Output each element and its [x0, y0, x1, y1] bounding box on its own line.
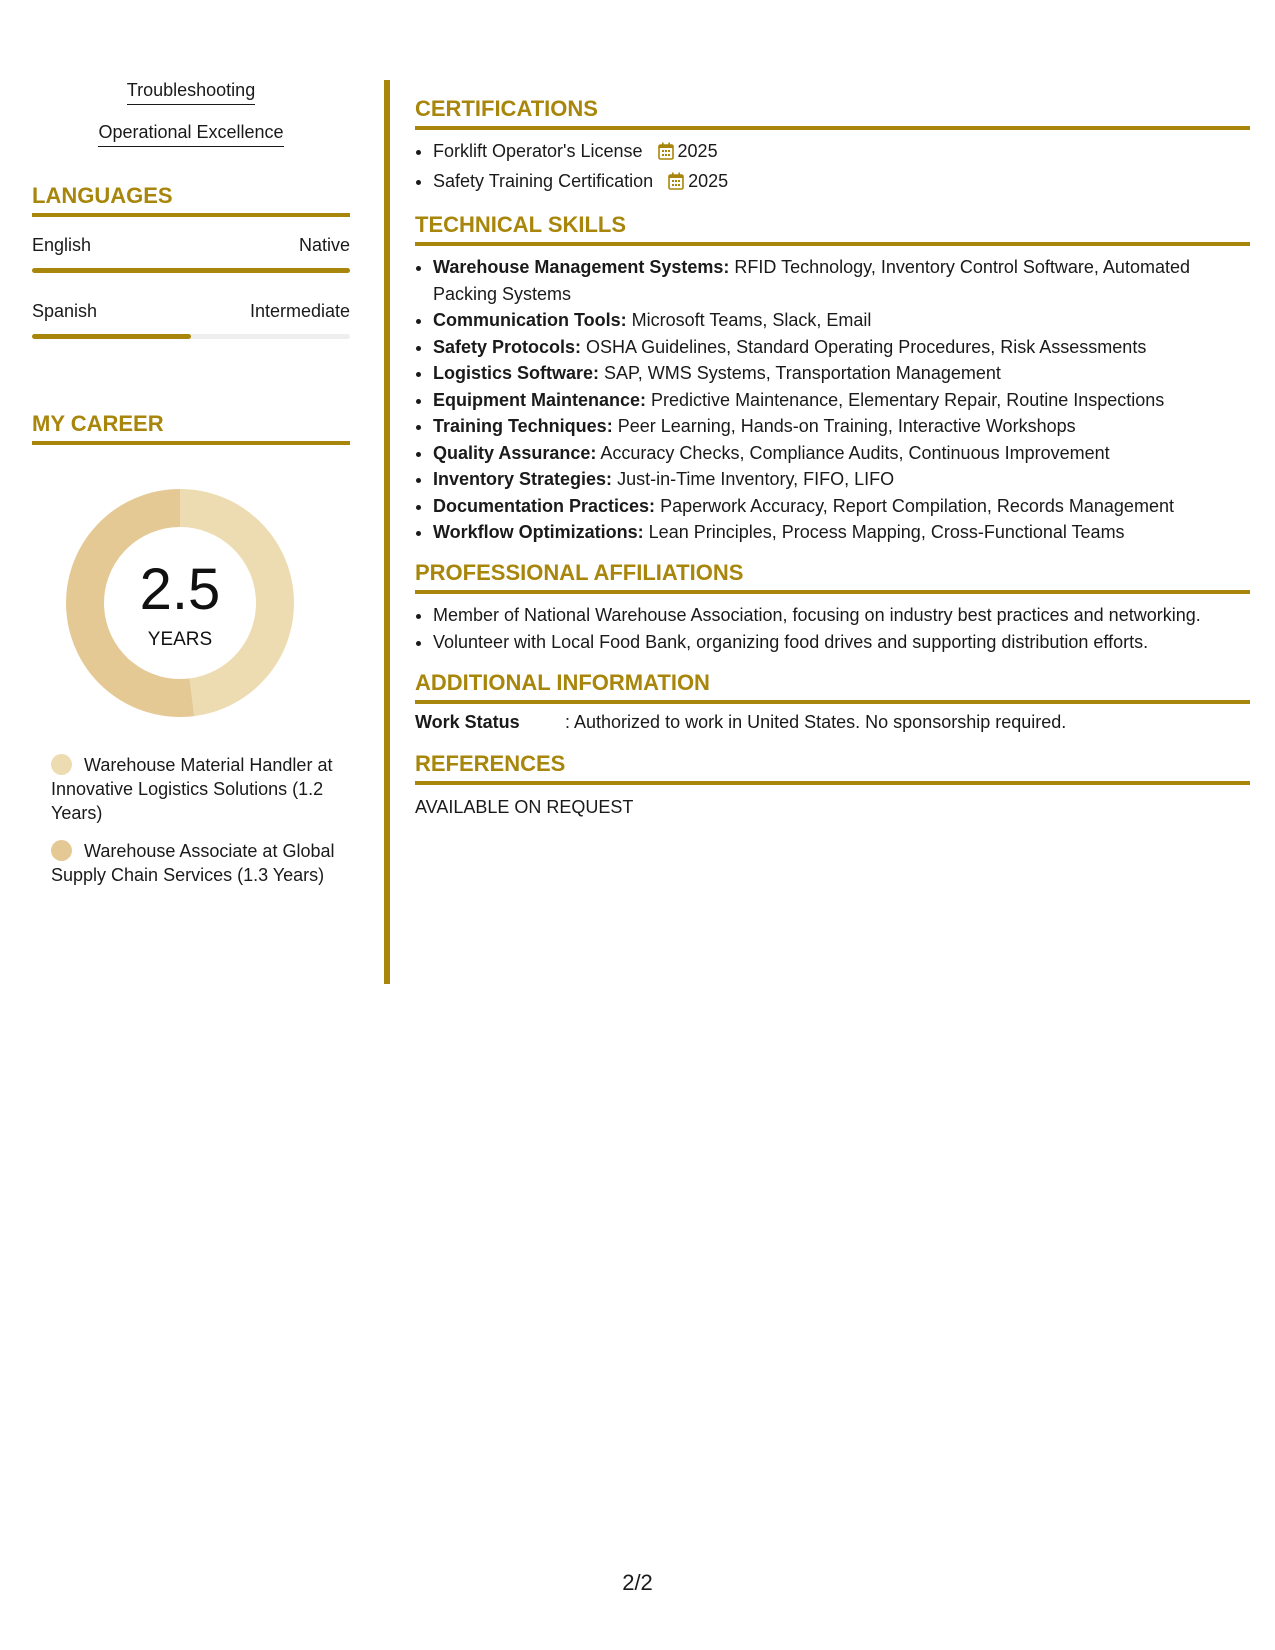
- technical-skill-details: Paperwork Accuracy, Report Compilation, Records Management: [655, 495, 1174, 516]
- affiliations-list: [415, 602, 1250, 656]
- legend-label: Warehouse Material Handler at Innovative Logistics Solutions (1.2 Years): [51, 755, 333, 823]
- technical-skill-item: [433, 466, 1250, 493]
- certification-name: Forklift Operator's License: [433, 141, 643, 161]
- legend-item: [51, 753, 341, 825]
- page-number: 2/2: [622, 1570, 653, 1595]
- certification-year: 2025: [677, 141, 718, 161]
- technical-skill-item: [433, 387, 1250, 414]
- language-name: English: [32, 235, 92, 255]
- languages-heading: LANGUAGES: [32, 183, 350, 217]
- technical-skill-category: Communication Tools:: [433, 310, 627, 330]
- language-name: Spanish: [32, 301, 98, 321]
- right-column: [415, 80, 1250, 818]
- technical-skill-category: Documentation Practices:: [433, 495, 656, 516]
- technical-skill-category: Logistics Software:: [433, 363, 600, 383]
- language-item: [32, 301, 350, 339]
- technical-skill-item: [433, 493, 1250, 520]
- technical-skill-category: Warehouse Management Systems:: [433, 257, 730, 277]
- technical-skill-category: Training Techniques:: [433, 416, 613, 436]
- technical-skill-details: Accuracy Checks, Compliance Audits, Continuous Improvement: [596, 442, 1110, 463]
- affiliation-item: • Member of National Warehouse Association, focusing on industry best practices and networking.: [433, 602, 1250, 629]
- technical-skills-list: [415, 254, 1250, 546]
- career-heading: MY CAREER: [32, 411, 350, 445]
- skill-tag: [32, 80, 350, 105]
- proficiency-bar: [32, 334, 350, 339]
- career-total-unit: YEARS: [147, 629, 213, 650]
- legend-dot: [51, 754, 72, 775]
- language-level: Intermediate: [249, 301, 350, 321]
- skill-tag-label: Operational Excellence: [98, 122, 283, 147]
- calendar-icon: [668, 171, 684, 198]
- technical-skill-category: Equipment Maintenance:: [433, 389, 647, 410]
- legend-dot: [51, 840, 72, 861]
- technical-skill-category: Quality Assurance:: [433, 442, 597, 463]
- left-column: [32, 80, 350, 901]
- technical-skill-category: Workflow Optimizations:: [433, 522, 644, 542]
- technical-skill-category: Inventory Strategies:: [433, 469, 613, 489]
- language-item: [32, 235, 350, 273]
- career-legend: [32, 753, 350, 887]
- additional-info-heading: ADDITIONAL INFORMATION: [415, 670, 1250, 704]
- certifications-heading: CERTIFICATIONS: [415, 96, 1250, 130]
- references-heading: REFERENCES: [415, 751, 1250, 785]
- technical-skill-category: Safety Protocols:: [433, 336, 582, 357]
- work-status-value: : Authorized to work in United States. No sponsorship required.: [565, 711, 1067, 732]
- technical-skill-details: Just-in-Time Inventory, FIFO, LIFO: [612, 469, 895, 489]
- technical-skill-details: SAP, WMS Systems, Transportation Management: [599, 363, 1001, 383]
- work-status-label: Work Status: [415, 711, 520, 732]
- technical-skill-details: Microsoft Teams, Slack, Email: [626, 310, 872, 330]
- column-divider: [384, 80, 390, 984]
- technical-skill-details: Predictive Maintenance, Elementary Repair, Routine Inspections: [646, 389, 1165, 410]
- technical-skill-item: [433, 307, 1250, 334]
- legend-label: Warehouse Associate at Global Supply Chain Services (1.3 Years): [51, 841, 335, 885]
- language-level: Native: [298, 235, 350, 255]
- technical-skills-heading: TECHNICAL SKILLS: [415, 212, 1250, 246]
- certification-item: [433, 138, 1250, 168]
- technical-skill-item: [433, 334, 1250, 361]
- legend-item: [51, 839, 341, 887]
- affiliations-heading: PROFESSIONAL AFFILIATIONS: [415, 560, 1250, 594]
- affiliation-item: • Volunteer with Local Food Bank, organizing food drives and supporting distribution efforts.: [433, 629, 1250, 656]
- technical-skill-item: [433, 413, 1250, 440]
- technical-skill-item: [433, 519, 1250, 546]
- career-donut: [66, 489, 294, 717]
- proficiency-fill: [32, 268, 350, 273]
- technical-skill-details: Peer Learning, Hands-on Training, Interactive Workshops: [612, 416, 1076, 436]
- calendar-icon: [658, 141, 674, 168]
- work-status-row: [415, 712, 1250, 733]
- certification-name: Safety Training Certification: [433, 171, 654, 191]
- skill-tag: [32, 122, 350, 147]
- technical-skill-details: OSHA Guidelines, Standard Operating Procedures, Risk Assessments: [581, 336, 1147, 357]
- career-total-years: 2.5: [139, 557, 221, 622]
- certification-item: [433, 168, 1250, 198]
- certification-year: 2025: [688, 171, 729, 191]
- technical-skill-item: [433, 440, 1250, 467]
- skill-tag-label: Troubleshooting: [127, 80, 255, 105]
- proficiency-fill: [32, 334, 191, 339]
- technical-skill-item: [433, 360, 1250, 387]
- technical-skill-details: Lean Principles, Process Mapping, Cross-Functional Teams: [643, 522, 1125, 542]
- certifications-list: [415, 138, 1250, 198]
- technical-skill-details: RFID Technology, Inventory Control Software, Automated Packing Systems: [433, 257, 1190, 304]
- references-text: AVAILABLE ON REQUEST: [415, 796, 634, 817]
- proficiency-bar: [32, 268, 350, 273]
- technical-skill-item: [433, 254, 1250, 307]
